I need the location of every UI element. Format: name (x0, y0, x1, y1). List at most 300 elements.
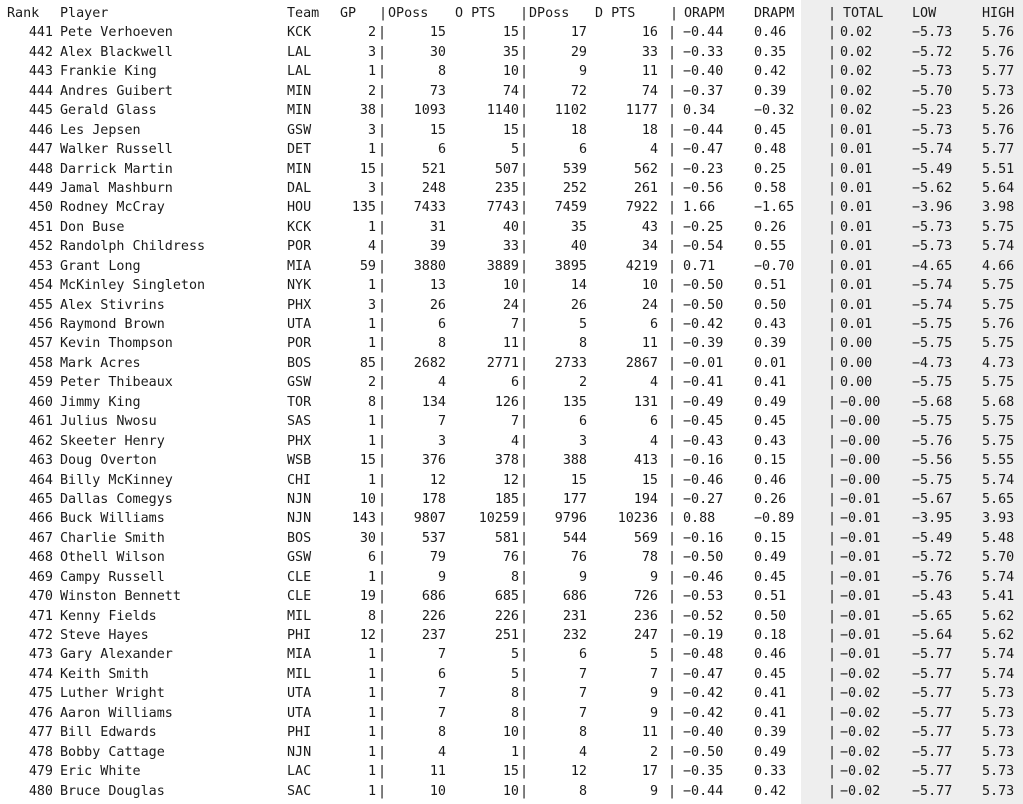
opts-cell: 10259 (478, 511, 519, 527)
oposs-cell: 7433 (413, 200, 446, 216)
header-opts: O PTS (455, 6, 496, 21)
separator: | (668, 608, 677, 624)
dpts-cell: 9 (649, 686, 658, 702)
table-row (0, 529, 1023, 548)
gp-cell: 4 (367, 239, 376, 255)
player-cell: Grant Long (60, 258, 141, 274)
orapm-cell: −0.16 (683, 453, 724, 469)
separator: | (520, 25, 529, 41)
table-row (0, 160, 1023, 179)
table-row (0, 762, 1023, 781)
separator: | (828, 472, 837, 488)
opts-cell: 685 (494, 589, 519, 605)
rank-cell: 444 (28, 83, 53, 99)
low-cell: −5.73 (912, 64, 953, 80)
total-cell: 0.01 (840, 317, 873, 332)
orapm-cell: −0.40 (683, 64, 724, 80)
team-cell: SAC (287, 783, 312, 799)
table-row (0, 276, 1023, 295)
separator: | (828, 161, 837, 177)
separator: | (520, 608, 529, 624)
separator: | (668, 258, 677, 274)
player-cell: Bruce Douglas (60, 783, 165, 799)
high-cell: 5.75 (982, 278, 1015, 294)
high-cell: 5.75 (982, 297, 1015, 313)
low-cell: −5.77 (912, 725, 953, 741)
high-cell: 5.74 (982, 647, 1015, 663)
orapm-cell: −0.49 (683, 394, 724, 410)
rank-cell: 471 (28, 608, 53, 624)
oposs-cell: 237 (421, 628, 446, 643)
low-cell: −5.77 (912, 686, 953, 702)
separator: | (520, 647, 529, 663)
rank-cell: 476 (28, 705, 53, 721)
table-row (0, 140, 1023, 159)
separator: | (668, 161, 677, 177)
drapm-cell: 0.43 (754, 433, 787, 449)
table-row (0, 218, 1023, 237)
drapm-cell: 0.49 (754, 744, 787, 760)
team-cell: MIN (287, 83, 312, 99)
opts-cell: 11 (502, 336, 519, 352)
separator: | (378, 394, 387, 410)
table-row (0, 451, 1023, 470)
team-cell: LAC (287, 764, 312, 780)
rank-cell: 451 (28, 219, 53, 235)
drapm-cell: 0.55 (754, 239, 787, 255)
dposs-cell: 29 (570, 44, 587, 60)
player-cell: McKinley Singleton (60, 278, 206, 294)
separator: | (378, 219, 387, 235)
header-dpts: D PTS (595, 6, 636, 21)
dpts-cell: 9 (649, 705, 658, 721)
gp-cell: 1 (367, 686, 376, 702)
dpts-cell: 726 (633, 589, 658, 605)
player-cell: Doug Overton (60, 453, 157, 469)
separator: | (668, 705, 677, 721)
rank-cell: 459 (28, 375, 53, 391)
separator: | (668, 336, 677, 352)
separator: | (378, 453, 387, 469)
table-row (0, 354, 1023, 373)
gp-cell: 15 (359, 161, 376, 177)
dpts-cell: 569 (633, 530, 658, 546)
drapm-cell: 0.39 (754, 725, 787, 741)
gp-cell: 1 (367, 705, 376, 721)
gp-cell: 1 (367, 725, 376, 741)
oposs-cell: 537 (421, 530, 446, 546)
dpts-cell: 413 (633, 453, 658, 469)
total-cell: 0.01 (840, 161, 873, 177)
dpts-cell: 18 (641, 122, 658, 138)
player-cell: Julius Nwosu (60, 414, 157, 430)
total-cell: −0.00 (840, 394, 881, 410)
oposs-cell: 10 (429, 783, 446, 799)
rank-cell: 454 (28, 278, 53, 294)
high-cell: 5.64 (982, 180, 1015, 196)
separator: | (520, 180, 529, 196)
table-row (0, 704, 1023, 723)
separator: | (378, 239, 387, 255)
separator: | (378, 414, 387, 430)
orapm-cell: 1.66 (683, 200, 716, 216)
opts-cell: 10 (502, 278, 519, 294)
header-gp: GP (340, 6, 357, 21)
gp-cell: 1 (367, 783, 376, 799)
team-cell: GSW (287, 375, 312, 391)
low-cell: −5.73 (912, 219, 953, 235)
separator: | (378, 336, 387, 352)
player-cell: Mark Acres (60, 355, 141, 371)
separator: | (378, 783, 387, 799)
player-cell: Don Buse (60, 219, 125, 235)
orapm-cell: −0.23 (683, 161, 724, 177)
rank-cell: 480 (28, 783, 53, 799)
dpts-cell: 7922 (625, 200, 658, 216)
low-cell: −5.75 (912, 414, 953, 430)
separator: | (378, 64, 387, 80)
separator: | (378, 647, 387, 663)
team-cell: KCK (287, 219, 312, 235)
high-cell: 4.73 (982, 355, 1015, 371)
dposs-cell: 2 (578, 375, 587, 391)
header-separator: | (379, 6, 388, 21)
player-cell: Alex Stivrins (60, 297, 165, 313)
drapm-cell: 0.43 (754, 317, 787, 332)
total-cell: 0.01 (840, 180, 873, 196)
low-cell: −5.75 (912, 472, 953, 488)
dpts-cell: 15 (641, 472, 658, 488)
dposs-cell: 7 (578, 705, 587, 721)
dposs-cell: 12 (570, 764, 587, 780)
separator: | (520, 491, 529, 507)
dpts-cell: 78 (641, 550, 658, 566)
drapm-cell: −0.70 (754, 258, 795, 274)
total-cell: −0.01 (840, 647, 881, 663)
high-cell: 5.73 (982, 725, 1015, 741)
separator: | (668, 64, 677, 80)
header-high: HIGH (982, 6, 1015, 21)
team-cell: POR (287, 239, 312, 255)
separator: | (828, 103, 837, 119)
separator: | (520, 783, 529, 799)
opts-cell: 7743 (486, 200, 519, 216)
team-cell: BOS (287, 530, 312, 546)
total-cell: −0.00 (840, 472, 881, 488)
opts-cell: 235 (494, 180, 519, 196)
separator: | (520, 530, 529, 546)
orapm-cell: −0.19 (683, 628, 724, 643)
separator: | (520, 219, 529, 235)
oposs-cell: 6 (437, 666, 446, 682)
drapm-cell: 0.35 (754, 44, 787, 60)
total-cell: 0.01 (840, 297, 873, 313)
table-row (0, 334, 1023, 353)
separator: | (520, 375, 529, 391)
table-row (0, 373, 1023, 392)
oposs-cell: 7 (437, 647, 446, 663)
drapm-cell: 0.33 (754, 764, 787, 780)
total-cell: −0.00 (840, 433, 881, 449)
dpts-cell: 7 (649, 666, 658, 682)
total-cell: −0.01 (840, 628, 881, 643)
opts-cell: 5 (510, 647, 519, 663)
opts-cell: 4 (510, 433, 519, 449)
separator: | (520, 589, 529, 605)
opts-cell: 1140 (486, 103, 519, 119)
total-cell: 0.01 (840, 239, 873, 255)
separator: | (828, 511, 837, 527)
team-cell: TOR (287, 394, 312, 410)
dposs-cell: 252 (562, 180, 587, 196)
oposs-cell: 31 (429, 219, 446, 235)
dposs-cell: 76 (570, 550, 587, 566)
opts-cell: 251 (494, 628, 519, 643)
high-cell: 5.48 (982, 530, 1015, 546)
separator: | (828, 317, 837, 332)
drapm-cell: 0.50 (754, 608, 787, 624)
rank-cell: 442 (28, 44, 53, 60)
separator: | (520, 550, 529, 566)
oposs-cell: 12 (429, 472, 446, 488)
total-cell: −0.02 (840, 705, 881, 721)
drapm-cell: 0.18 (754, 628, 787, 643)
total-cell: −0.01 (840, 589, 881, 605)
drapm-cell: 0.41 (754, 705, 787, 721)
opts-cell: 507 (494, 161, 519, 177)
low-cell: −5.75 (912, 375, 953, 391)
separator: | (520, 414, 529, 430)
low-cell: −5.73 (912, 122, 953, 138)
opts-cell: 10 (502, 64, 519, 80)
separator: | (668, 666, 677, 682)
total-cell: −0.01 (840, 569, 881, 585)
opts-cell: 10 (502, 725, 519, 741)
separator: | (828, 278, 837, 294)
total-cell: 0.01 (840, 258, 873, 274)
oposs-cell: 2682 (413, 355, 446, 371)
dpts-cell: 1177 (625, 103, 658, 119)
gp-cell: 2 (367, 83, 376, 99)
orapm-cell: −0.52 (683, 608, 724, 624)
low-cell: −5.70 (912, 83, 953, 99)
table-row (0, 568, 1023, 587)
table-row (0, 645, 1023, 664)
player-cell: Bobby Cattage (60, 744, 165, 760)
separator: | (378, 569, 387, 585)
player-cell: Darrick Martin (60, 161, 173, 177)
opts-cell: 2771 (486, 355, 519, 371)
separator: | (520, 161, 529, 177)
player-cell: Kevin Thompson (60, 336, 173, 352)
separator: | (378, 200, 387, 216)
separator: | (378, 491, 387, 507)
table-row (0, 684, 1023, 703)
total-cell: 0.02 (840, 44, 873, 60)
dposs-cell: 35 (570, 219, 587, 235)
oposs-cell: 6 (437, 317, 446, 332)
oposs-cell: 134 (421, 394, 446, 410)
team-cell: PHX (287, 297, 312, 313)
dposs-cell: 388 (562, 453, 587, 469)
opts-cell: 6 (510, 375, 519, 391)
drapm-cell: 0.01 (754, 355, 787, 371)
separator: | (668, 647, 677, 663)
gp-cell: 30 (359, 530, 376, 546)
oposs-cell: 9807 (413, 511, 446, 527)
player-cell: Winston Bennett (60, 589, 181, 605)
drapm-cell: −0.32 (754, 103, 795, 119)
high-cell: 5.73 (982, 764, 1015, 780)
high-cell: 5.65 (982, 491, 1015, 507)
orapm-cell: −0.27 (683, 491, 724, 507)
drapm-cell: 0.51 (754, 278, 787, 294)
orapm-cell: −0.46 (683, 569, 724, 585)
low-cell: −5.74 (912, 278, 953, 294)
separator: | (828, 608, 837, 624)
separator: | (828, 200, 837, 216)
player-cell: Gary Alexander (60, 647, 173, 663)
high-cell: 5.76 (982, 317, 1015, 332)
separator: | (828, 83, 837, 99)
orapm-cell: −0.01 (683, 355, 724, 371)
total-cell: −0.01 (840, 491, 881, 507)
dposs-cell: 135 (562, 394, 587, 410)
orapm-cell: −0.44 (683, 25, 724, 41)
rank-cell: 443 (28, 64, 53, 80)
drapm-cell: 0.46 (754, 472, 787, 488)
separator: | (828, 764, 837, 780)
separator: | (668, 142, 677, 158)
dpts-cell: 261 (633, 180, 658, 196)
rank-cell: 449 (28, 180, 53, 196)
high-cell: 5.77 (982, 64, 1015, 80)
separator: | (828, 64, 837, 80)
gp-cell: 59 (359, 258, 376, 274)
player-cell: Bill Edwards (60, 725, 157, 741)
opts-cell: 8 (510, 569, 519, 585)
separator: | (378, 258, 387, 274)
separator: | (668, 278, 677, 294)
separator: | (520, 764, 529, 780)
gp-cell: 1 (367, 647, 376, 663)
separator: | (378, 705, 387, 721)
separator: | (828, 686, 837, 702)
dpts-cell: 34 (641, 239, 658, 255)
separator: | (520, 103, 529, 119)
separator: | (668, 414, 677, 430)
high-cell: 5.74 (982, 239, 1015, 255)
total-cell: −0.00 (840, 453, 881, 469)
rank-cell: 479 (28, 764, 53, 780)
low-cell: −5.73 (912, 25, 953, 41)
dpts-cell: 194 (633, 491, 658, 507)
dpts-cell: 16 (641, 25, 658, 41)
separator: | (668, 686, 677, 702)
total-cell: −0.01 (840, 550, 881, 566)
drapm-cell: 0.15 (754, 530, 787, 546)
gp-cell: 1 (367, 278, 376, 294)
dpts-cell: 2867 (625, 355, 658, 371)
separator: | (378, 103, 387, 119)
separator: | (828, 394, 837, 410)
separator: | (520, 122, 529, 138)
separator: | (378, 278, 387, 294)
separator: | (668, 180, 677, 196)
separator: | (668, 297, 677, 313)
separator: | (520, 569, 529, 585)
separator: | (520, 705, 529, 721)
rank-cell: 460 (28, 394, 53, 410)
opts-cell: 126 (494, 394, 519, 410)
total-cell: 0.02 (840, 64, 873, 80)
opts-cell: 15 (502, 764, 519, 780)
separator: | (668, 569, 677, 585)
separator: | (520, 433, 529, 449)
gp-cell: 19 (359, 589, 376, 605)
opts-cell: 8 (510, 686, 519, 702)
oposs-cell: 178 (421, 491, 446, 507)
rank-cell: 457 (28, 336, 53, 352)
rank-cell: 475 (28, 686, 53, 702)
dposs-cell: 9 (578, 64, 587, 80)
player-cell: Randolph Childress (60, 239, 206, 255)
oposs-cell: 7 (437, 686, 446, 702)
player-cell: Charlie Smith (60, 530, 165, 546)
separator: | (828, 25, 837, 41)
dpts-cell: 562 (633, 161, 658, 177)
player-cell: Les Jepsen (60, 122, 141, 138)
gp-cell: 8 (367, 608, 376, 624)
orapm-cell: −0.39 (683, 336, 724, 352)
dpts-cell: 2 (649, 744, 658, 760)
oposs-cell: 1093 (413, 103, 446, 119)
dpts-cell: 74 (641, 83, 658, 99)
separator: | (520, 83, 529, 99)
total-cell: −0.01 (840, 511, 881, 527)
oposs-cell: 30 (429, 44, 446, 60)
low-cell: −5.68 (912, 394, 953, 410)
dposs-cell: 72 (570, 83, 587, 99)
orapm-cell: −0.41 (683, 375, 724, 391)
gp-cell: 2 (367, 25, 376, 41)
oposs-cell: 3880 (413, 258, 446, 274)
separator: | (828, 258, 837, 274)
drapm-cell: 0.15 (754, 453, 787, 469)
drapm-cell: 0.45 (754, 414, 787, 430)
table-row (0, 179, 1023, 198)
separator: | (520, 258, 529, 274)
dposs-cell: 6 (578, 142, 587, 158)
opts-cell: 1 (510, 744, 519, 760)
separator: | (668, 200, 677, 216)
separator: | (378, 550, 387, 566)
separator: | (828, 414, 837, 430)
separator: | (828, 744, 837, 760)
dposs-cell: 7 (578, 666, 587, 682)
team-cell: LAL (287, 44, 312, 60)
oposs-cell: 521 (421, 161, 446, 177)
dpts-cell: 11 (641, 336, 658, 352)
total-cell: −0.01 (840, 530, 881, 546)
dposs-cell: 7459 (554, 200, 587, 216)
dpts-cell: 17 (641, 764, 658, 780)
separator: | (520, 317, 529, 332)
separator: | (668, 744, 677, 760)
opts-cell: 185 (494, 491, 519, 507)
orapm-cell: −0.43 (683, 433, 724, 449)
low-cell: −5.74 (912, 142, 953, 158)
